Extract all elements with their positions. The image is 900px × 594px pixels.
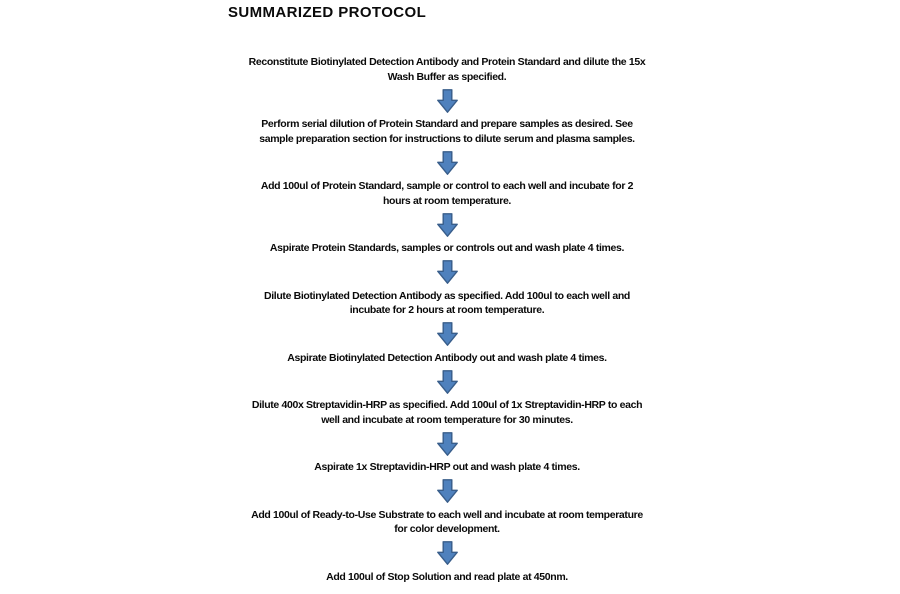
down-arrow-icon [437, 432, 458, 456]
protocol-step [222, 289, 672, 318]
protocol-step-line: Add 100ul of Ready-to-Use Substrate to each well and incubate at room temperature [251, 508, 643, 521]
down-arrow-icon [437, 151, 458, 175]
protocol-step [222, 179, 672, 208]
protocol-flow [222, 55, 672, 584]
protocol-step-line: incubate for 2 hours at room temperature. [349, 304, 545, 316]
down-arrow-icon [437, 479, 458, 503]
protocol-step-line: Aspirate 1x Streptavidin-HRP out and wash plate 4 times. [314, 461, 580, 473]
down-arrow-icon [437, 370, 458, 394]
protocol-step-line: Aspirate Protein Standards, samples or controls out and wash plate 4 times. [269, 242, 625, 254]
protocol-step-line: Dilute 400x Streptavidin-HRP as specified. Add 100ul of 1x Streptavidin-HRP to each [251, 399, 643, 411]
protocol-step-line: well and incubate at room temperature for 30 minutes. [321, 413, 573, 426]
protocol-step-line: Perform serial dilution of Protein Standard and prepare samples as desired. See [261, 118, 633, 130]
protocol-step [222, 570, 672, 585]
down-arrow-icon [437, 260, 458, 284]
protocol-step [222, 351, 672, 366]
protocol-step-line: for color development. [394, 523, 500, 535]
protocol-step [222, 460, 672, 475]
page-title: SUMMARIZED PROTOCOL [228, 4, 427, 21]
protocol-step-line: Dilute Biotinylated Detection Antibody as specified. Add 100ul to each well and [264, 289, 630, 302]
protocol-step [222, 398, 672, 427]
down-arrow-icon [437, 322, 458, 346]
protocol-step [222, 508, 672, 537]
protocol-step-line: Add 100ul of Protein Standard, sample or control to each well and incubate for 2 [260, 180, 634, 192]
protocol-step-line: sample preparation section for instructions to dilute serum and plasma samples. [259, 132, 635, 145]
protocol-step [222, 117, 672, 146]
down-arrow-icon [437, 541, 458, 565]
down-arrow-icon [437, 89, 458, 113]
protocol-step-line: Aspirate Biotinylated Detection Antibody out and wash plate 4 times. [287, 351, 607, 364]
protocol-step-line: hours at room temperature. [382, 194, 511, 207]
protocol-step [222, 55, 672, 84]
protocol-step-line: Wash Buffer as specified. [387, 70, 507, 83]
protocol-step-line: Add 100ul of Stop Solution and read plate at 450nm. [326, 570, 568, 583]
down-arrow-icon [437, 213, 458, 237]
protocol-step-line: Reconstitute Biotinylated Detection Antibody and Protein Standard and dilute the 15x [248, 56, 646, 68]
protocol-step [222, 241, 672, 256]
